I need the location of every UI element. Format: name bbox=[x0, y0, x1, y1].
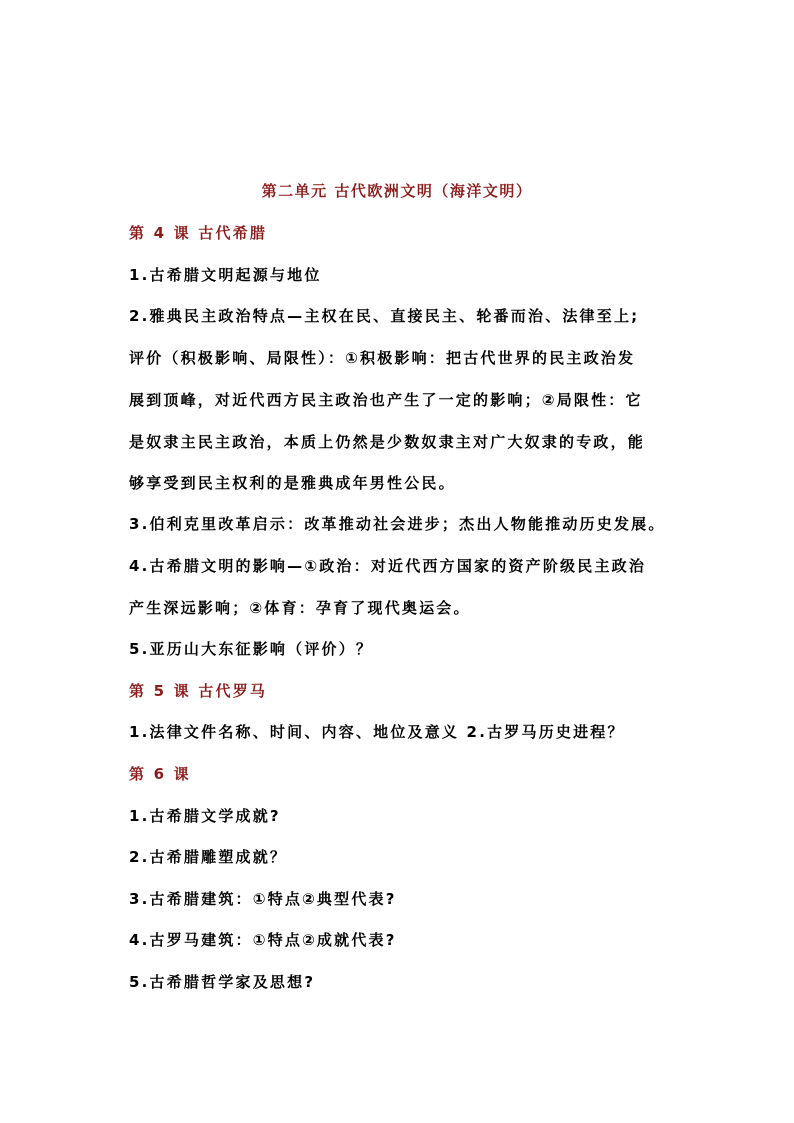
text-line: 展到顶峰，对近代西方民主政治也产生了一定的影响；②局限性：它 bbox=[129, 391, 643, 409]
text-line: 1.古希腊文明起源与地位 bbox=[129, 266, 322, 284]
text-line: 5.古希腊哲学家及思想? bbox=[129, 973, 316, 991]
section-heading-lesson-4: 第 4 课 古代希腊 bbox=[129, 224, 268, 242]
section-heading-lesson-5: 第 5 课 古代罗马 bbox=[129, 682, 268, 700]
text-line: 4.古罗马建筑：①特点②成就代表? bbox=[129, 931, 397, 949]
text-line: 评价（积极影响、局限性）：①积极影响：把古代世界的民主政治发 bbox=[129, 349, 636, 367]
text-line: 2.古希腊雕塑成就？ bbox=[129, 848, 288, 866]
page-title: 第二单元 古代欧洲文明（海洋文明） bbox=[261, 182, 533, 200]
section-heading-lesson-6: 第 6 课 bbox=[129, 765, 191, 783]
text-line: 1.法律文件名称、时间、内容、地位及意义 2.古罗马历史进程？ bbox=[129, 723, 625, 741]
text-line: 1.古希腊文学成就? bbox=[129, 807, 281, 825]
text-line: 2.雅典民主政治特点—主权在民、直接民主、轮番而治、法律至上; bbox=[129, 307, 640, 325]
text-line: 3.古希腊建筑：①特点②典型代表? bbox=[129, 890, 397, 908]
text-line: 3.伯利克里改革启示：改革推动社会进步；杰出人物能推动历史发展。 bbox=[129, 515, 666, 533]
text-line: 够享受到民主权利的是雅典成年男性公民。 bbox=[129, 474, 456, 492]
text-line: 4.古希腊文明的影响—①政治：对近代西方国家的资产阶级民主政治 bbox=[129, 557, 647, 575]
text-line: 产生深远影响；②体育：孕育了现代奥运会。 bbox=[129, 599, 471, 617]
text-line: 5.亚历山大东征影响（评价）？ bbox=[129, 640, 374, 658]
text-line: 是奴隶主民主政治，本质上仍然是少数奴隶主对广大奴隶的专政，能 bbox=[129, 433, 646, 451]
